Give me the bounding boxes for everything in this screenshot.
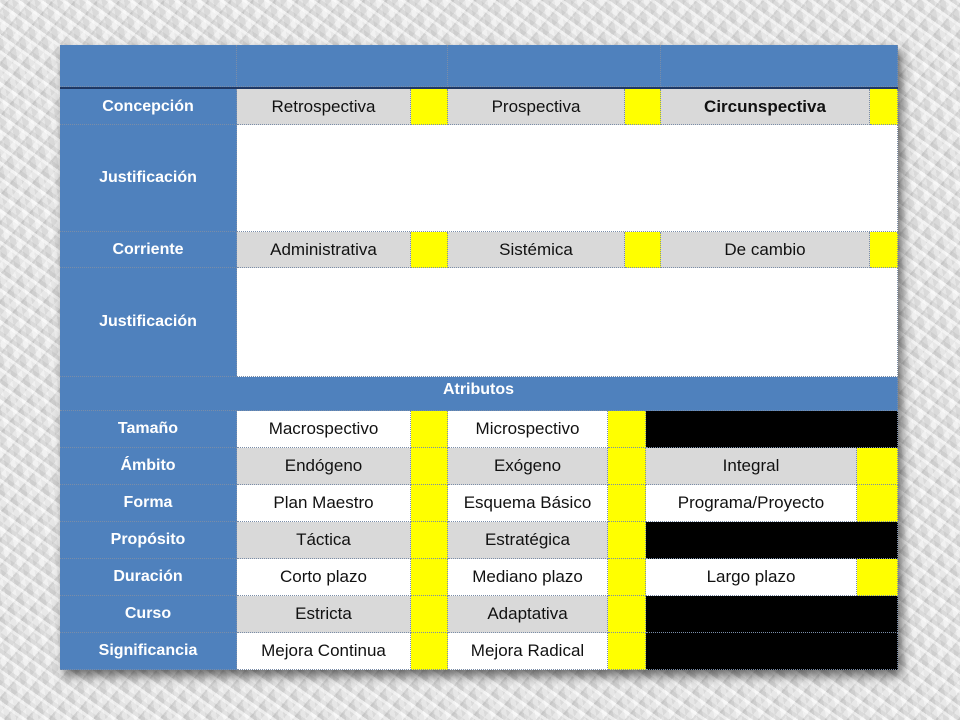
checkbox-cell[interactable] bbox=[411, 89, 448, 125]
checkbox-cell[interactable] bbox=[411, 485, 448, 522]
option-cell: Endógeno bbox=[237, 448, 411, 485]
checkbox-cell[interactable] bbox=[857, 485, 898, 522]
checkbox-cell[interactable] bbox=[608, 596, 646, 633]
row-label: Tamaño bbox=[60, 411, 237, 448]
option-cell: Administrativa bbox=[237, 232, 411, 268]
header-cell bbox=[661, 45, 898, 87]
checkbox-cell[interactable] bbox=[608, 633, 646, 670]
option-cell: Esquema Básico bbox=[448, 485, 608, 522]
option-cell: Exógeno bbox=[448, 448, 608, 485]
option-cell: Estratégica bbox=[448, 522, 608, 559]
checkbox-cell[interactable] bbox=[625, 232, 661, 268]
option-cell: Estricta bbox=[237, 596, 411, 633]
classification-table bbox=[60, 45, 898, 670]
blocked-cell bbox=[646, 633, 898, 670]
checkbox-cell[interactable] bbox=[608, 448, 646, 485]
checkbox-cell[interactable] bbox=[870, 89, 898, 125]
checkbox-cell[interactable] bbox=[857, 559, 898, 596]
option-cell: Táctica bbox=[237, 522, 411, 559]
corriente-row bbox=[60, 232, 898, 268]
attribute-row bbox=[60, 596, 898, 633]
checkbox-cell[interactable] bbox=[411, 522, 448, 559]
checkbox-cell[interactable] bbox=[857, 448, 898, 485]
option-cell: Programa/Proyecto bbox=[646, 485, 857, 522]
justification-input[interactable] bbox=[237, 125, 898, 232]
checkbox-cell[interactable] bbox=[625, 89, 661, 125]
checkbox-cell[interactable] bbox=[411, 232, 448, 268]
row-label: Concepción bbox=[60, 89, 237, 125]
checkbox-cell[interactable] bbox=[608, 522, 646, 559]
option-cell: Microspectivo bbox=[448, 411, 608, 448]
row-label: Corriente bbox=[60, 232, 237, 268]
atributos-header-row bbox=[60, 377, 898, 411]
attribute-row bbox=[60, 411, 898, 448]
blocked-cell bbox=[646, 596, 898, 633]
concepcion-row bbox=[60, 87, 898, 125]
option-cell: Integral bbox=[646, 448, 857, 485]
option-cell: Corto plazo bbox=[237, 559, 411, 596]
option-cell: Mediano plazo bbox=[448, 559, 608, 596]
option-cell: Mejora Continua bbox=[237, 633, 411, 670]
header-cell bbox=[237, 45, 448, 87]
blocked-cell bbox=[646, 411, 898, 448]
checkbox-cell[interactable] bbox=[608, 411, 646, 448]
checkbox-cell[interactable] bbox=[411, 596, 448, 633]
row-label: Curso bbox=[60, 596, 237, 633]
checkbox-cell[interactable] bbox=[411, 411, 448, 448]
row-label: Significancia bbox=[60, 633, 237, 670]
justificacion-row bbox=[60, 125, 898, 232]
checkbox-cell[interactable] bbox=[608, 485, 646, 522]
checkbox-cell[interactable] bbox=[608, 559, 646, 596]
option-cell: Sistémica bbox=[448, 232, 625, 268]
header-cell bbox=[448, 45, 661, 87]
row-label: Forma bbox=[60, 485, 237, 522]
attribute-row bbox=[60, 633, 898, 670]
justificacion-row bbox=[60, 268, 898, 377]
option-cell: Plan Maestro bbox=[237, 485, 411, 522]
option-cell: Prospectiva bbox=[448, 89, 625, 125]
option-cell: Macrospectivo bbox=[237, 411, 411, 448]
row-label: Justificación bbox=[60, 268, 237, 377]
option-cell: Largo plazo bbox=[646, 559, 857, 596]
blocked-cell bbox=[646, 522, 898, 559]
row-label: Ámbito bbox=[60, 448, 237, 485]
option-cell: De cambio bbox=[661, 232, 870, 268]
checkbox-cell[interactable] bbox=[411, 633, 448, 670]
option-cell: Retrospectiva bbox=[237, 89, 411, 125]
attribute-row bbox=[60, 485, 898, 522]
option-cell: Adaptativa bbox=[448, 596, 608, 633]
attribute-row bbox=[60, 559, 898, 596]
checkbox-cell[interactable] bbox=[411, 448, 448, 485]
header-cell bbox=[60, 45, 237, 87]
option-cell: Circunspectiva bbox=[661, 89, 870, 125]
row-label: Propósito bbox=[60, 522, 237, 559]
checkbox-cell[interactable] bbox=[870, 232, 898, 268]
table-header-row bbox=[60, 45, 898, 87]
option-cell: Mejora Radical bbox=[448, 633, 608, 670]
justification-input[interactable] bbox=[237, 268, 898, 377]
atributos-title: Atributos bbox=[60, 377, 898, 411]
row-label: Justificación bbox=[60, 125, 237, 232]
row-label: Duración bbox=[60, 559, 237, 596]
attribute-row bbox=[60, 522, 898, 559]
checkbox-cell[interactable] bbox=[411, 559, 448, 596]
attribute-row bbox=[60, 448, 898, 485]
